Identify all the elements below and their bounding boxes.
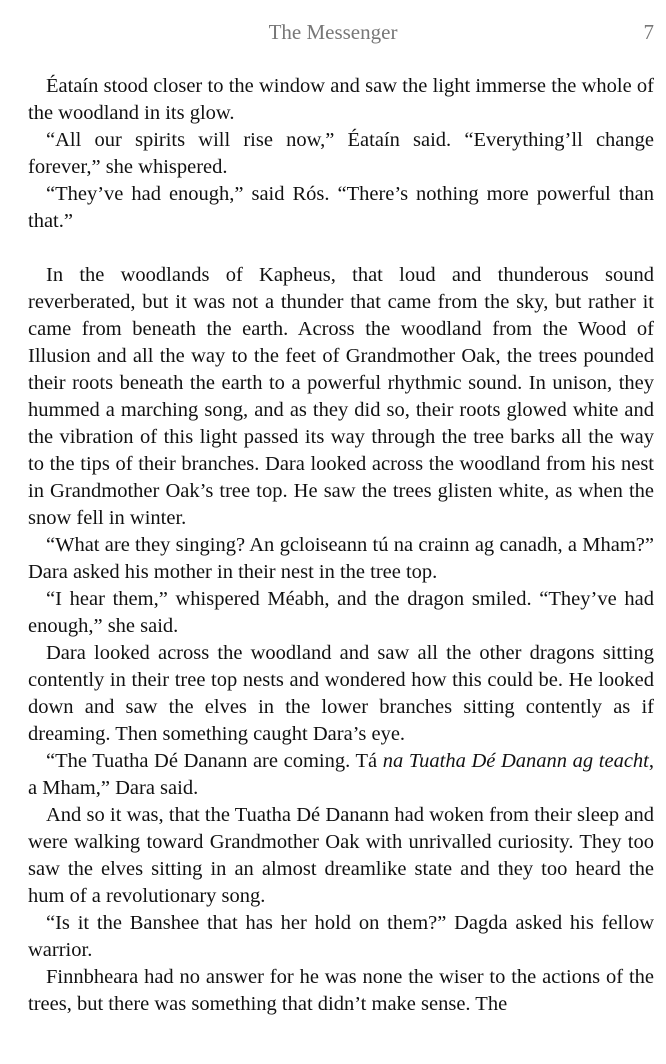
paragraph: “All our spirits will rise now,” Éataín said. “Everything’ll change forever,” she whispered. <box>28 129 654 178</box>
paragraph: “They’ve had enough,” said Rós. “There’s nothing more powerful than that.” <box>28 183 654 232</box>
paragraph: Éataín stood closer to the window and saw the light immerse the whole of the woodland in its glow. <box>28 75 654 124</box>
paragraph <box>28 748 654 802</box>
paragraph-text: , a Mham,” Dara said. <box>28 750 655 799</box>
paragraph-text: “The Tuatha Dé Danann are coming. Tá <box>46 750 383 772</box>
paragraph: In the woodlands of Kapheus, that loud and thunderous sound reverberated, but it was not a thunder that came from the sky, but rather it came from beneath the earth. Across the woodland from the Wood of Illusion and all the way to the feet of Grandmother Oak, the trees pounded their roots beneath the earth to a powerful rhythmic sound. In unison, they hummed a marching song, and as they did so, their roots glowed white and the vibration of this light passed its way through the tree barks all the way to the tips of their branches. Dara looked across the woodland from his nest in Grandmother Oak’s tree top. He saw the trees glisten white, as when the snow fell in winter. <box>28 264 654 529</box>
running-header <box>0 20 666 50</box>
paragraph: And so it was, that the Tuatha Dé Danann had woken from their sleep and were walking toward Grandmother Oak with unrivalled curiosity. They too saw the elves sitting in an almost dreamlike state and they too heard the hum of a revolutionary song. <box>28 804 654 907</box>
paragraph: “I hear them,” whispered Méabh, and the dragon smiled. “They’ve had enough,” she said. <box>28 588 654 637</box>
paragraph: Finnbheara had no answer for he was none the wiser to the actions of the trees, but there was something that didn’t make sense. The <box>28 966 654 1015</box>
paragraph: Dara looked across the woodland and saw all the other dragons sitting contently in their tree top nests and wondered how this could be. He looked down and saw the elves in the lower branches sitting contently as if dreaming. Then something caught Dara’s eye. <box>28 642 654 745</box>
page-body <box>28 73 654 1018</box>
section-break <box>28 235 654 262</box>
paragraph: “What are they singing? An gcloiseann tú na crainn ag canadh, a Mham?” Dara asked his mother in their nest in the tree top. <box>28 534 654 583</box>
paragraph: “Is it the Banshee that has her hold on them?” Dagda asked his fellow warrior. <box>28 912 654 961</box>
irish-phrase: na Tuatha Dé Danann ag teacht <box>382 750 649 772</box>
page-number: 7 <box>643 20 654 44</box>
book-title: The Messenger <box>268 20 398 44</box>
